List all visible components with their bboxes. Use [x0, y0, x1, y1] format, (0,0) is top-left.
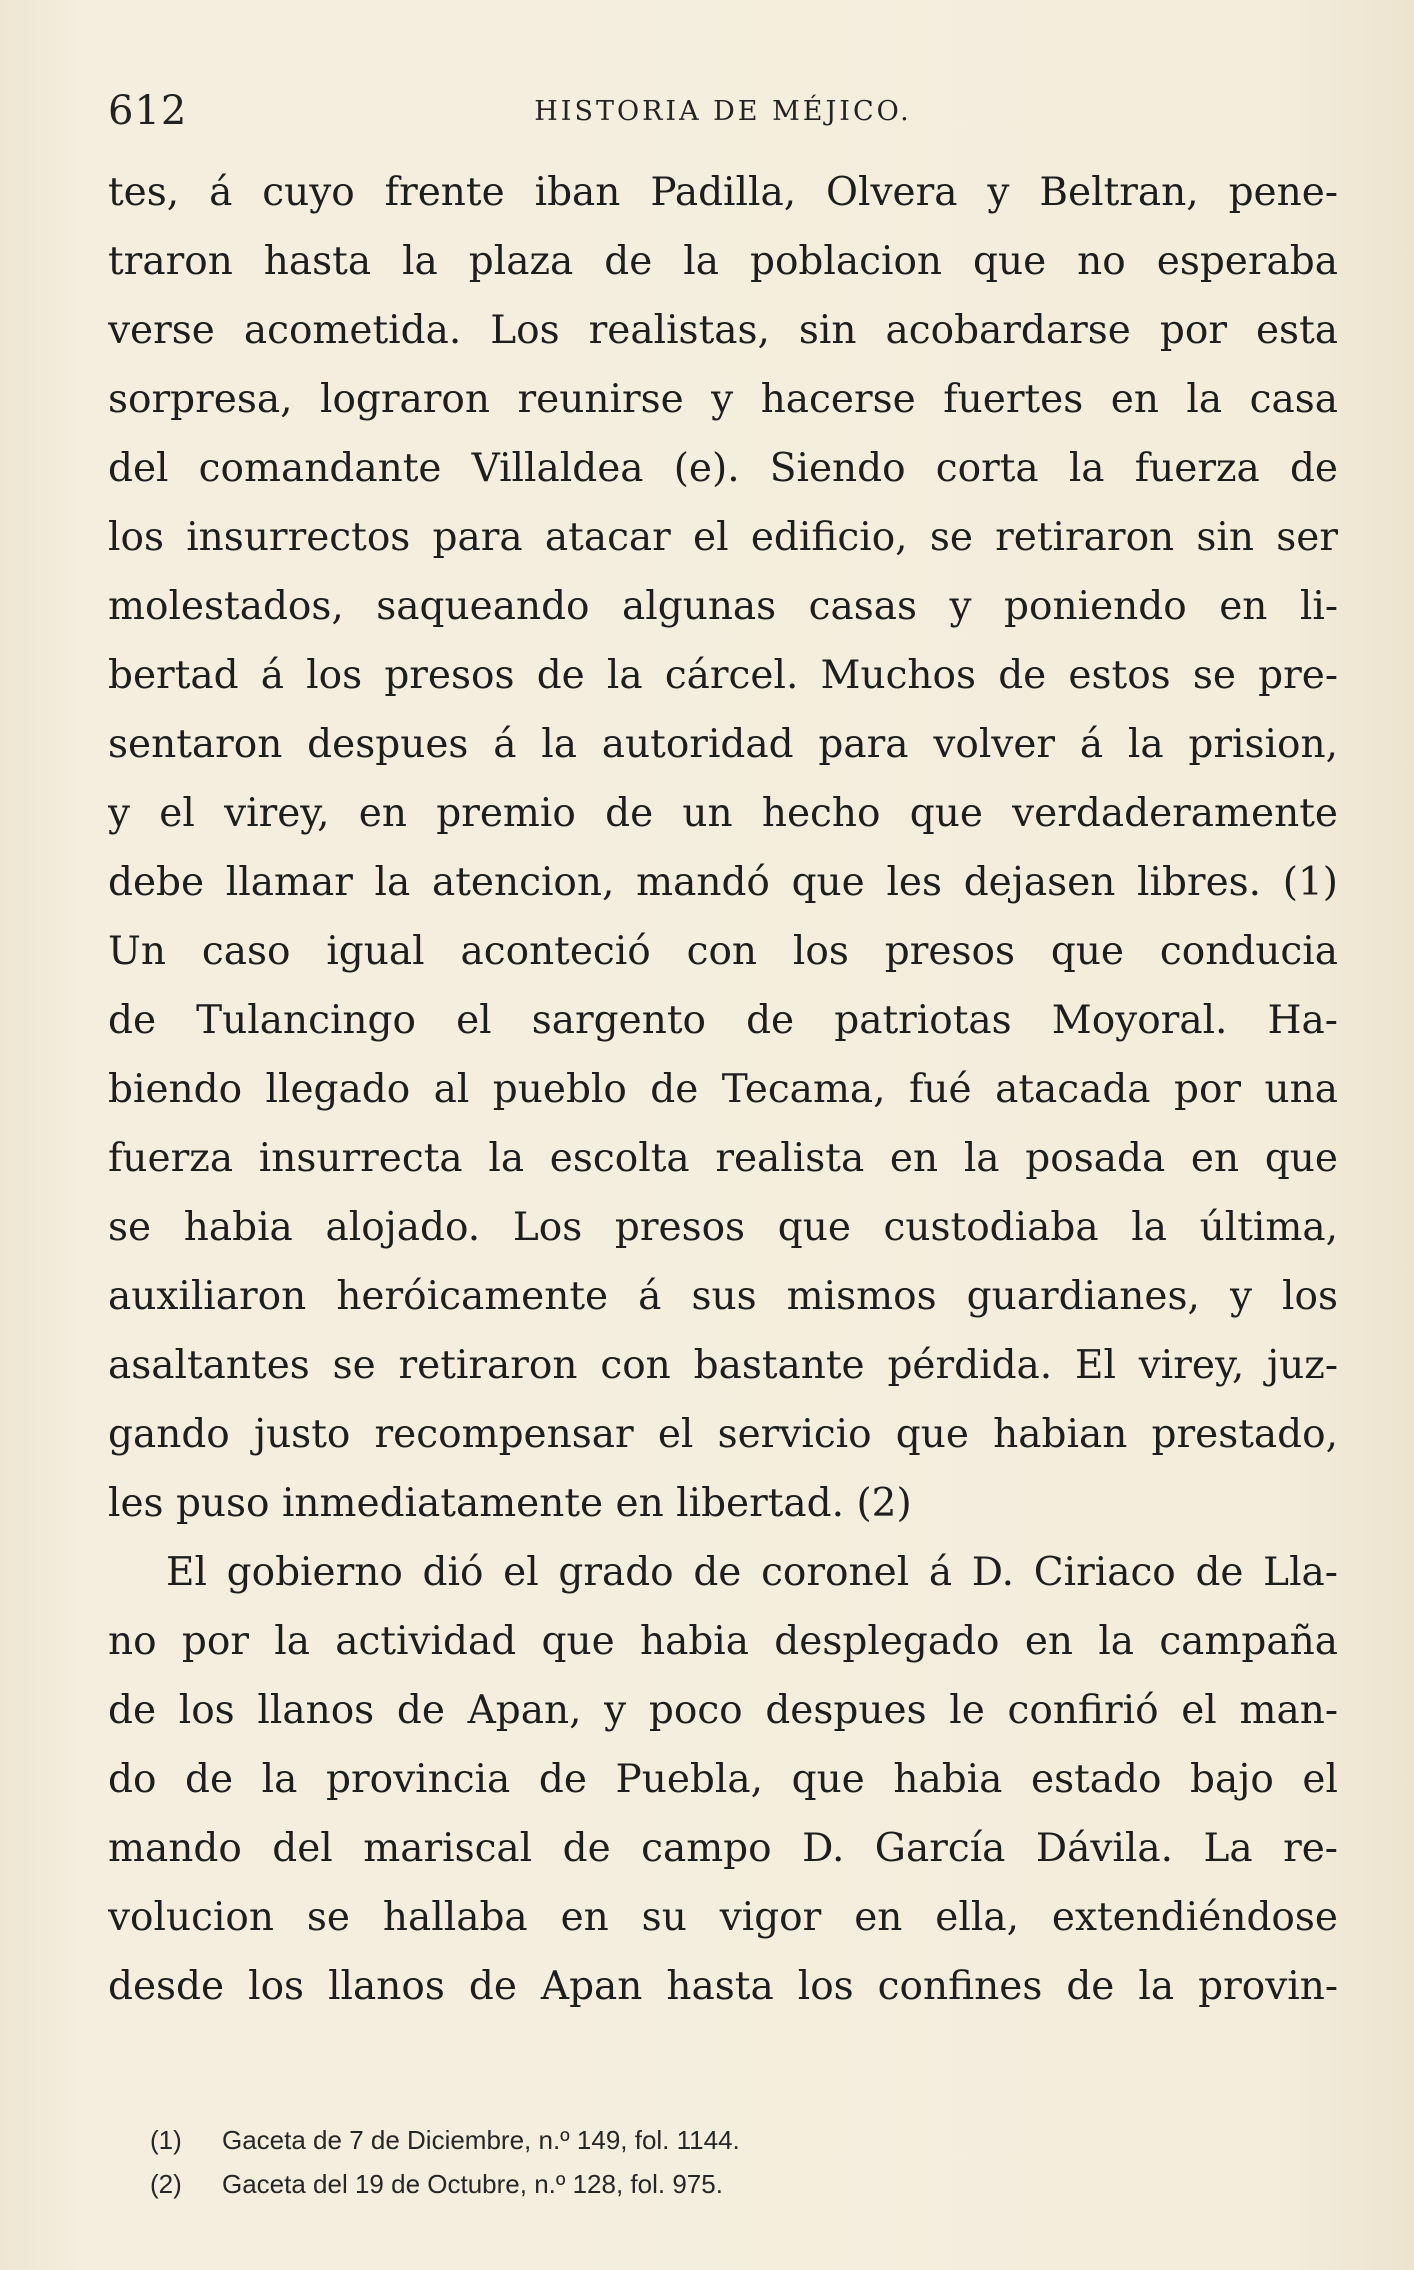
text-line: biendo llegado al pueblo de Tecama, fué atacada por una: [108, 1067, 1338, 1112]
page-header: [108, 88, 1338, 138]
text-line: del comandante Villaldea (e). Siendo corta la fuerza de: [108, 446, 1338, 491]
text-line: se habia alojado. Los presos que custodiaba la última,: [108, 1205, 1338, 1250]
footnotes: [150, 2118, 1150, 2206]
text-line: no por la actividad que habia desplegado en la campaña: [108, 1619, 1338, 1664]
footnote-mark: (1): [150, 2125, 182, 2155]
text-line: traron hasta la plaza de la poblacion que no esperaba: [108, 239, 1338, 284]
footnote-text: Gaceta del 19 de Octubre, n.º 128, fol. 975.: [222, 2169, 723, 2199]
page-number: 612: [108, 88, 188, 134]
text-line: El gobierno dió el grado de coronel á D. Ciriaco de Lla-: [166, 1550, 1338, 1595]
body-text: [108, 158, 1338, 2021]
text-line: gando justo recompensar el servicio que habian prestado,: [108, 1412, 1338, 1457]
text-line: debe llamar la atencion, mandó que les dejasen libres. (1): [108, 860, 1338, 905]
text-line: auxiliaron heróicamente á sus mismos guardianes, y los: [108, 1274, 1338, 1319]
footnote-mark: (2): [150, 2169, 182, 2199]
text-line: fuerza insurrecta la escolta realista en la posada en que: [108, 1136, 1338, 1181]
running-head: HISTORIA DE MÉJICO.: [534, 96, 912, 127]
text-line: desde los llanos de Apan hasta los confines de la provin-: [108, 1964, 1338, 2009]
paragraph-2: [108, 1538, 1338, 2021]
paragraph-1: [108, 158, 1338, 1538]
text-line: de los llanos de Apan, y poco despues le confirió el man-: [108, 1688, 1338, 1733]
text-line: asaltantes se retiraron con bastante pérdida. El virey, juz-: [108, 1343, 1338, 1388]
text-line: sorpresa, lograron reunirse y hacerse fuertes en la casa: [108, 377, 1338, 422]
text-line: Un caso igual aconteció con los presos que conducia: [108, 929, 1338, 974]
text-line: molestados, saqueando algunas casas y poniendo en li-: [108, 584, 1338, 629]
text-line: volucion se hallaba en su vigor en ella, extendiéndose: [108, 1895, 1338, 1940]
footnote-2: [150, 2162, 1150, 2206]
text-line: mando del mariscal de campo D. García Dávila. La re-: [108, 1826, 1338, 1871]
text-line: y el virey, en premio de un hecho que verdaderamente: [108, 791, 1338, 836]
footnote-text: Gaceta de 7 de Diciembre, n.º 149, fol. 1144.: [222, 2125, 740, 2155]
footnote-1: [150, 2118, 1150, 2162]
text-line: tes, á cuyo frente iban Padilla, Olvera y Beltran, pene-: [108, 170, 1338, 215]
text-line: do de la provincia de Puebla, que habia estado bajo el: [108, 1757, 1338, 1802]
text-line: de Tulancingo el sargento de patriotas Moyoral. Ha-: [108, 998, 1338, 1043]
text-line: los insurrectos para atacar el edificio, se retiraron sin ser: [108, 515, 1338, 560]
text-line: sentaron despues á la autoridad para volver á la prision,: [108, 722, 1338, 767]
text-line: bertad á los presos de la cárcel. Muchos de estos se pre-: [108, 653, 1338, 698]
text-line: verse acometida. Los realistas, sin acobardarse por esta: [108, 308, 1338, 353]
text-line: les puso inmediatamente en libertad. (2): [108, 1481, 912, 1526]
